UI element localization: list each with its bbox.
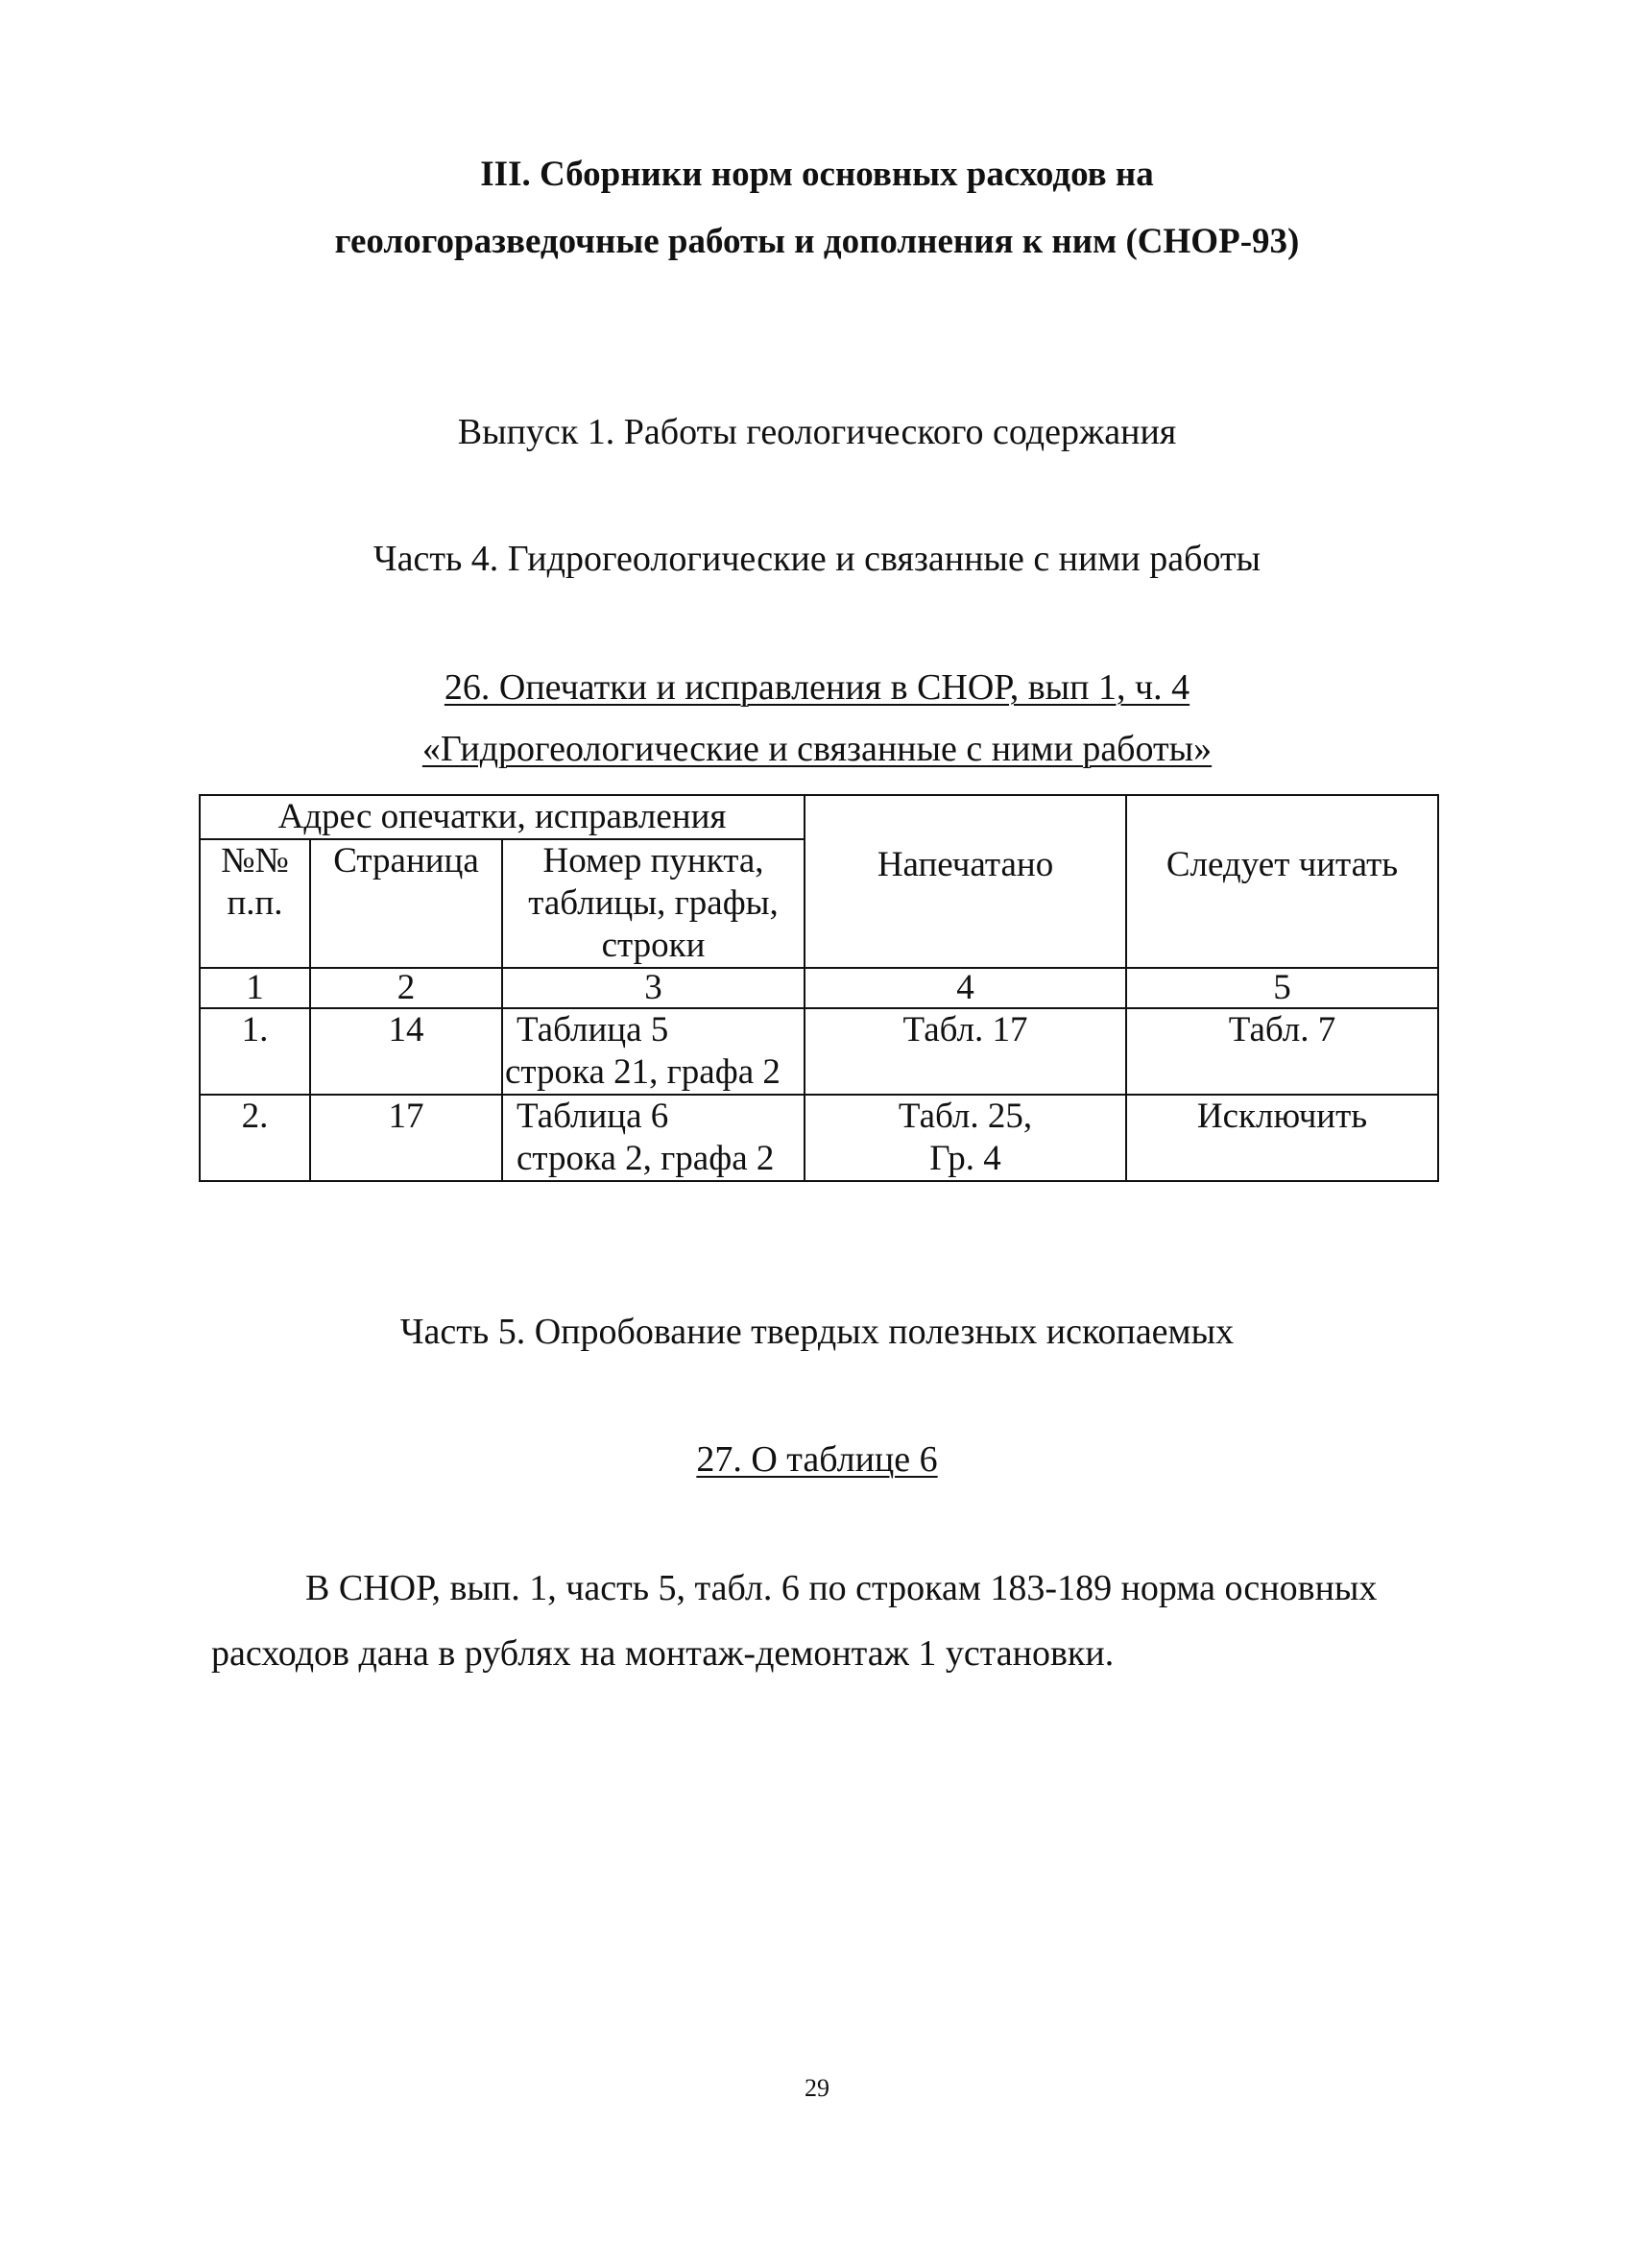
column-number-1: 1 <box>200 968 310 1008</box>
item27-title <box>0 1438 1634 1481</box>
issue-heading: Выпуск 1. Работы геологического содержания <box>457 412 1177 452</box>
row2-item-line2: строка 2, графа 2 <box>517 1139 775 1178</box>
item26-title-line2 <box>0 728 1634 770</box>
section-title-line2: геологоразведочные работы и дополнения к ним (СНОР-93) <box>334 222 1300 261</box>
column-number-2: 2 <box>310 968 502 1008</box>
row1-item-line2: строка 21, графа 2 <box>505 1052 781 1092</box>
page-number: 29 <box>805 2074 829 2102</box>
item27-text-line2: расходов дана в рублях на монтаж-демонтаж 1 установки. <box>211 1633 1115 1674</box>
column-number-row <box>200 968 1438 1008</box>
row1-printed-line1: Табл. 17 <box>902 1010 1028 1050</box>
row2-item <box>502 1095 805 1181</box>
errata-table <box>199 794 1439 1182</box>
item27-text-line1: В СНОР, вып. 1, часть 5, табл. 6 по строкам 183-189 норма основных <box>305 1568 1378 1608</box>
part4-heading: Часть 4. Гидрогеологические и связанные с ними работы <box>372 539 1262 579</box>
row2-num: 2. <box>200 1095 310 1181</box>
row1-printed <box>805 1008 1126 1095</box>
column-number-3: 3 <box>502 968 805 1008</box>
row1-should-read: Табл. 7 <box>1126 1008 1438 1095</box>
header-page: Страница <box>310 839 502 968</box>
header-printed: Напечатано <box>805 795 1126 968</box>
row1-page: 14 <box>310 1008 502 1095</box>
row2-printed-line2: Гр. 4 <box>929 1139 1001 1178</box>
row2-item-line1: Таблица 6 <box>517 1097 669 1136</box>
row1-item <box>502 1008 805 1095</box>
row2-should-read: Исключить <box>1126 1095 1438 1181</box>
row2-printed <box>805 1095 1126 1181</box>
item26-title-line1-text: 26. Опечатки и исправления в СНОР, вып 1, ч. 4 <box>444 667 1190 708</box>
part5-heading: Часть 5. Опробование твердых полезных ископаемых <box>399 1312 1235 1352</box>
section-title-line1: III. Сборники норм основных расходов на <box>480 155 1154 194</box>
column-number-5: 5 <box>1126 968 1438 1008</box>
table-header-row-group <box>200 795 1438 839</box>
table-row <box>200 1008 1438 1095</box>
row1-num: 1. <box>200 1008 310 1095</box>
row2-printed-line1: Табл. 25, <box>898 1097 1033 1136</box>
header-item: Номер пункта, таблицы, графы, строки <box>502 839 805 968</box>
item27-title-text: 27. О таблице 6 <box>696 1439 938 1480</box>
item26-title-line1 <box>0 666 1634 709</box>
header-num: №№ п.п. <box>200 839 310 968</box>
column-number-4: 4 <box>805 968 1126 1008</box>
table-row <box>200 1095 1438 1181</box>
header-should-read: Следует читать <box>1126 795 1438 968</box>
item26-title-line2-text: «Гидрогеологические и связанные с ними работы» <box>421 729 1213 769</box>
group-header-cell: Адрес опечатки, исправления <box>200 795 805 839</box>
row2-page: 17 <box>310 1095 502 1181</box>
row1-item-line1: Таблица 5 <box>517 1010 669 1050</box>
